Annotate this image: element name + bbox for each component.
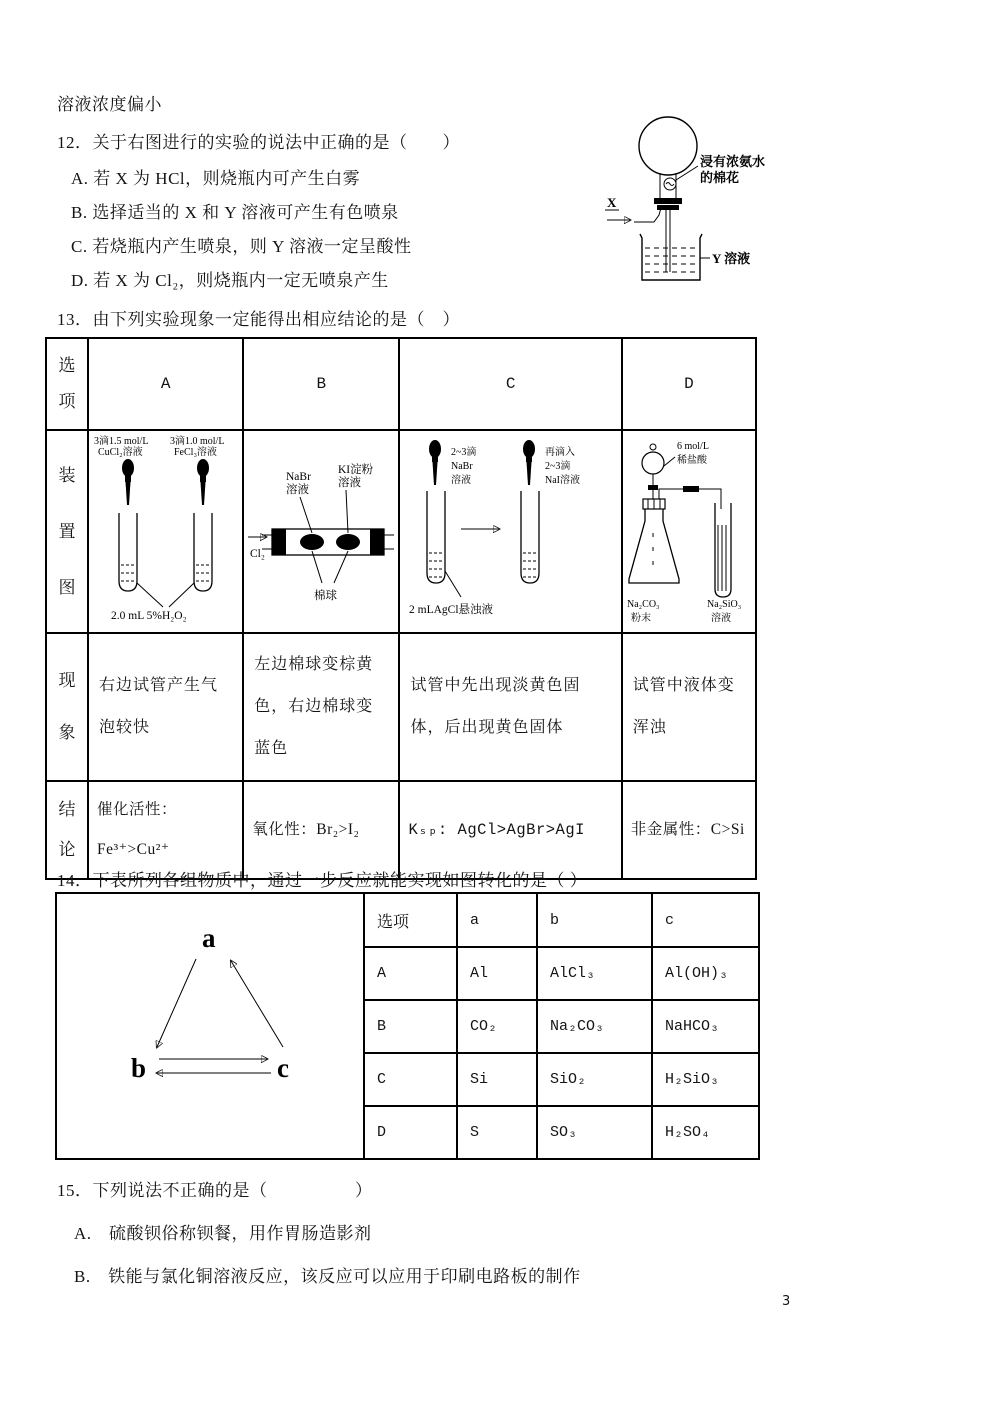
row-header-conclusion: 结论 (46, 781, 88, 879)
apparatus-a-diagram (91, 433, 241, 627)
label: 3滴1.5 mol/L (93, 436, 149, 447)
cell-c: NaHCO₃ (652, 1000, 759, 1053)
dropper-icon (122, 459, 134, 505)
label: 2~3滴 (544, 461, 571, 472)
label: 2.0 mL 5%H₂O₂ (110, 610, 187, 622)
col-header-b: B (243, 338, 399, 430)
intro-line: 溶液浓度偏小 (57, 95, 162, 114)
test-tube-icon (119, 513, 137, 591)
transformation-arrows (157, 959, 283, 1073)
cell-a: Si (457, 1053, 537, 1106)
triangle-diagram-cell (56, 893, 364, 1159)
row-header-apparatus: 装置图 (46, 430, 88, 633)
q13-table (45, 337, 757, 880)
q13-conclusion-row (46, 781, 756, 879)
apparatus-c-diagram (403, 433, 619, 627)
q14-col-a: a (457, 893, 537, 947)
apparatus-d-diagram (623, 433, 755, 627)
label: KI淀粉 (338, 464, 374, 476)
apparatus-cell-a (88, 430, 243, 633)
cotton-label-line1: 浸有浓氨水 (700, 154, 766, 169)
q12-option-a: A. 若 X 为 HCl，则烧瓶内可产生白雾 (71, 169, 361, 188)
phenomenon-c: 试管中先出现淡黄色固体，后出现黄色固体 (399, 633, 621, 781)
row-header-phenomena: 现象 (46, 633, 88, 781)
apparatus-b-diagram (246, 433, 396, 627)
q13-apparatus-row (46, 430, 756, 633)
cell-b: Na₂CO₃ (537, 1000, 652, 1053)
q15-option-b: B. 铁能与氯化铜溶液反应，该反应可以应用于印刷电路板的制作 (74, 1267, 581, 1286)
q14-stem: 14．下表所列各组物质中，通过一步反应就能实现如图转化的是（ ） (57, 871, 588, 890)
glass-tube-icon (262, 529, 394, 555)
conclusion-c: Kₛₚ: AgCl>AgBr>AgI (399, 781, 621, 879)
cell-c: Al(OH)₃ (652, 947, 759, 1000)
q14-header-row (56, 893, 759, 947)
label: 溶液 (338, 477, 362, 489)
conclusion-a: 催化活性：Fe³⁺>Cu²⁺ (88, 781, 243, 879)
delivery-tube-icon (659, 486, 721, 509)
page-number: 3 (782, 1294, 791, 1309)
q14-col-b: b (537, 893, 652, 947)
label: 溶液 (710, 613, 731, 624)
node-a: a (202, 922, 216, 953)
beaker-icon (640, 234, 710, 280)
label: NaI溶液 (544, 475, 580, 486)
label: 2~3滴 (450, 447, 477, 458)
apparatus-cell-c (399, 430, 621, 633)
q12-option-b: B. 选择适当的 X 和 Y 溶液可产生有色喷泉 (71, 203, 399, 222)
abc-triangle-diagram (65, 899, 355, 1149)
cell-b: SiO₂ (537, 1053, 652, 1106)
node-b: b (131, 1052, 147, 1083)
cell-a: CO₂ (457, 1000, 537, 1053)
phenomenon-a: 右边试管产生气泡较快 (88, 633, 243, 781)
col-header-a: A (88, 338, 243, 430)
label: Cl₂ (250, 548, 266, 560)
cotton-label-line2: 的棉花 (700, 170, 740, 185)
q15-option-a: A. 硫酸钡俗称钡餐，用作胃肠造影剂 (74, 1224, 372, 1243)
q13-phenomena-row (46, 633, 756, 781)
test-tube-icon (194, 513, 212, 591)
q14-col-c: c (652, 893, 759, 947)
cell-c: H₂SiO₃ (652, 1053, 759, 1106)
q12-option-d: D. 若 X 为 Cl₂，则烧瓶内一定无喷泉产生 (71, 271, 389, 290)
label: 再滴入 (544, 447, 575, 458)
cell-a: Al (457, 947, 537, 1000)
q13-stem: 13．由下列实验现象一定能得出相应结论的是（ ） (57, 310, 460, 329)
apparatus-cell-b (243, 430, 399, 633)
node-c: c (277, 1052, 289, 1083)
row-label: A (364, 947, 457, 1000)
label: 棉球 (314, 590, 338, 602)
cell-b: SO₃ (537, 1106, 652, 1159)
flask-icon (639, 117, 698, 210)
label: 6 mol/L (676, 441, 709, 452)
label: FeCl₃溶液 (173, 447, 217, 458)
label: CuCl₂溶液 (97, 447, 143, 458)
q15-stem: 15．下列说法不正确的是（ ） (57, 1181, 373, 1200)
test-tube-icon (521, 491, 539, 583)
jet-tube-icon (666, 210, 670, 272)
dropper-icon (197, 459, 209, 505)
y-solution-label: Y 溶液 (712, 251, 751, 266)
cell-c: H₂SO₄ (652, 1106, 759, 1159)
col-header-d: D (622, 338, 756, 430)
cell-b: AlCl₃ (537, 947, 652, 1000)
row-label: B (364, 1000, 457, 1053)
label: 粉末 (630, 613, 651, 624)
conical-flask-icon (629, 499, 679, 583)
dropper-icon (429, 440, 441, 485)
dropper-icon (523, 440, 535, 485)
q12-stem: 12．关于右图进行的实验的说法中正确的是（ ） (57, 133, 460, 152)
label: NaBr (450, 461, 473, 472)
q14-col-option: 选项 (364, 893, 457, 947)
test-tube-icon (715, 503, 731, 597)
cell-a: S (457, 1106, 537, 1159)
q13-header-row (46, 338, 756, 430)
gas-inlet-icon (605, 208, 661, 222)
conclusion-d: 非金属性：C>Si (622, 781, 756, 879)
label: Na₂CO₃ (626, 599, 660, 610)
row-label: C (364, 1053, 457, 1106)
label: NaBr (286, 471, 312, 483)
col-header-c: C (399, 338, 621, 430)
label: 3滴1.0 mol/L (169, 436, 225, 447)
phenomenon-d: 试管中液体变浑浊 (622, 633, 756, 781)
row-header-options: 选项 (46, 338, 88, 430)
label: 溶液 (450, 475, 471, 486)
fountain-experiment-diagram (600, 110, 792, 286)
label: Na₂SiO₃ (706, 599, 742, 610)
label: 稀盐酸 (676, 455, 707, 466)
q12-option-c: C. 若烧瓶内产生喷泉，则 Y 溶液一定呈酸性 (71, 237, 412, 256)
test-tube-icon (427, 491, 445, 583)
phenomenon-b: 左边棉球变棕黄色，右边棉球变蓝色 (243, 633, 399, 781)
label: 2 mLAgCl悬浊液 (408, 604, 493, 616)
x-label: X (607, 195, 617, 210)
label: 溶液 (286, 484, 310, 496)
conclusion-b: 氧化性：Br₂>I₂ (243, 781, 399, 879)
row-label: D (364, 1106, 457, 1159)
q14-table (55, 892, 760, 1160)
apparatus-cell-d (622, 430, 756, 633)
